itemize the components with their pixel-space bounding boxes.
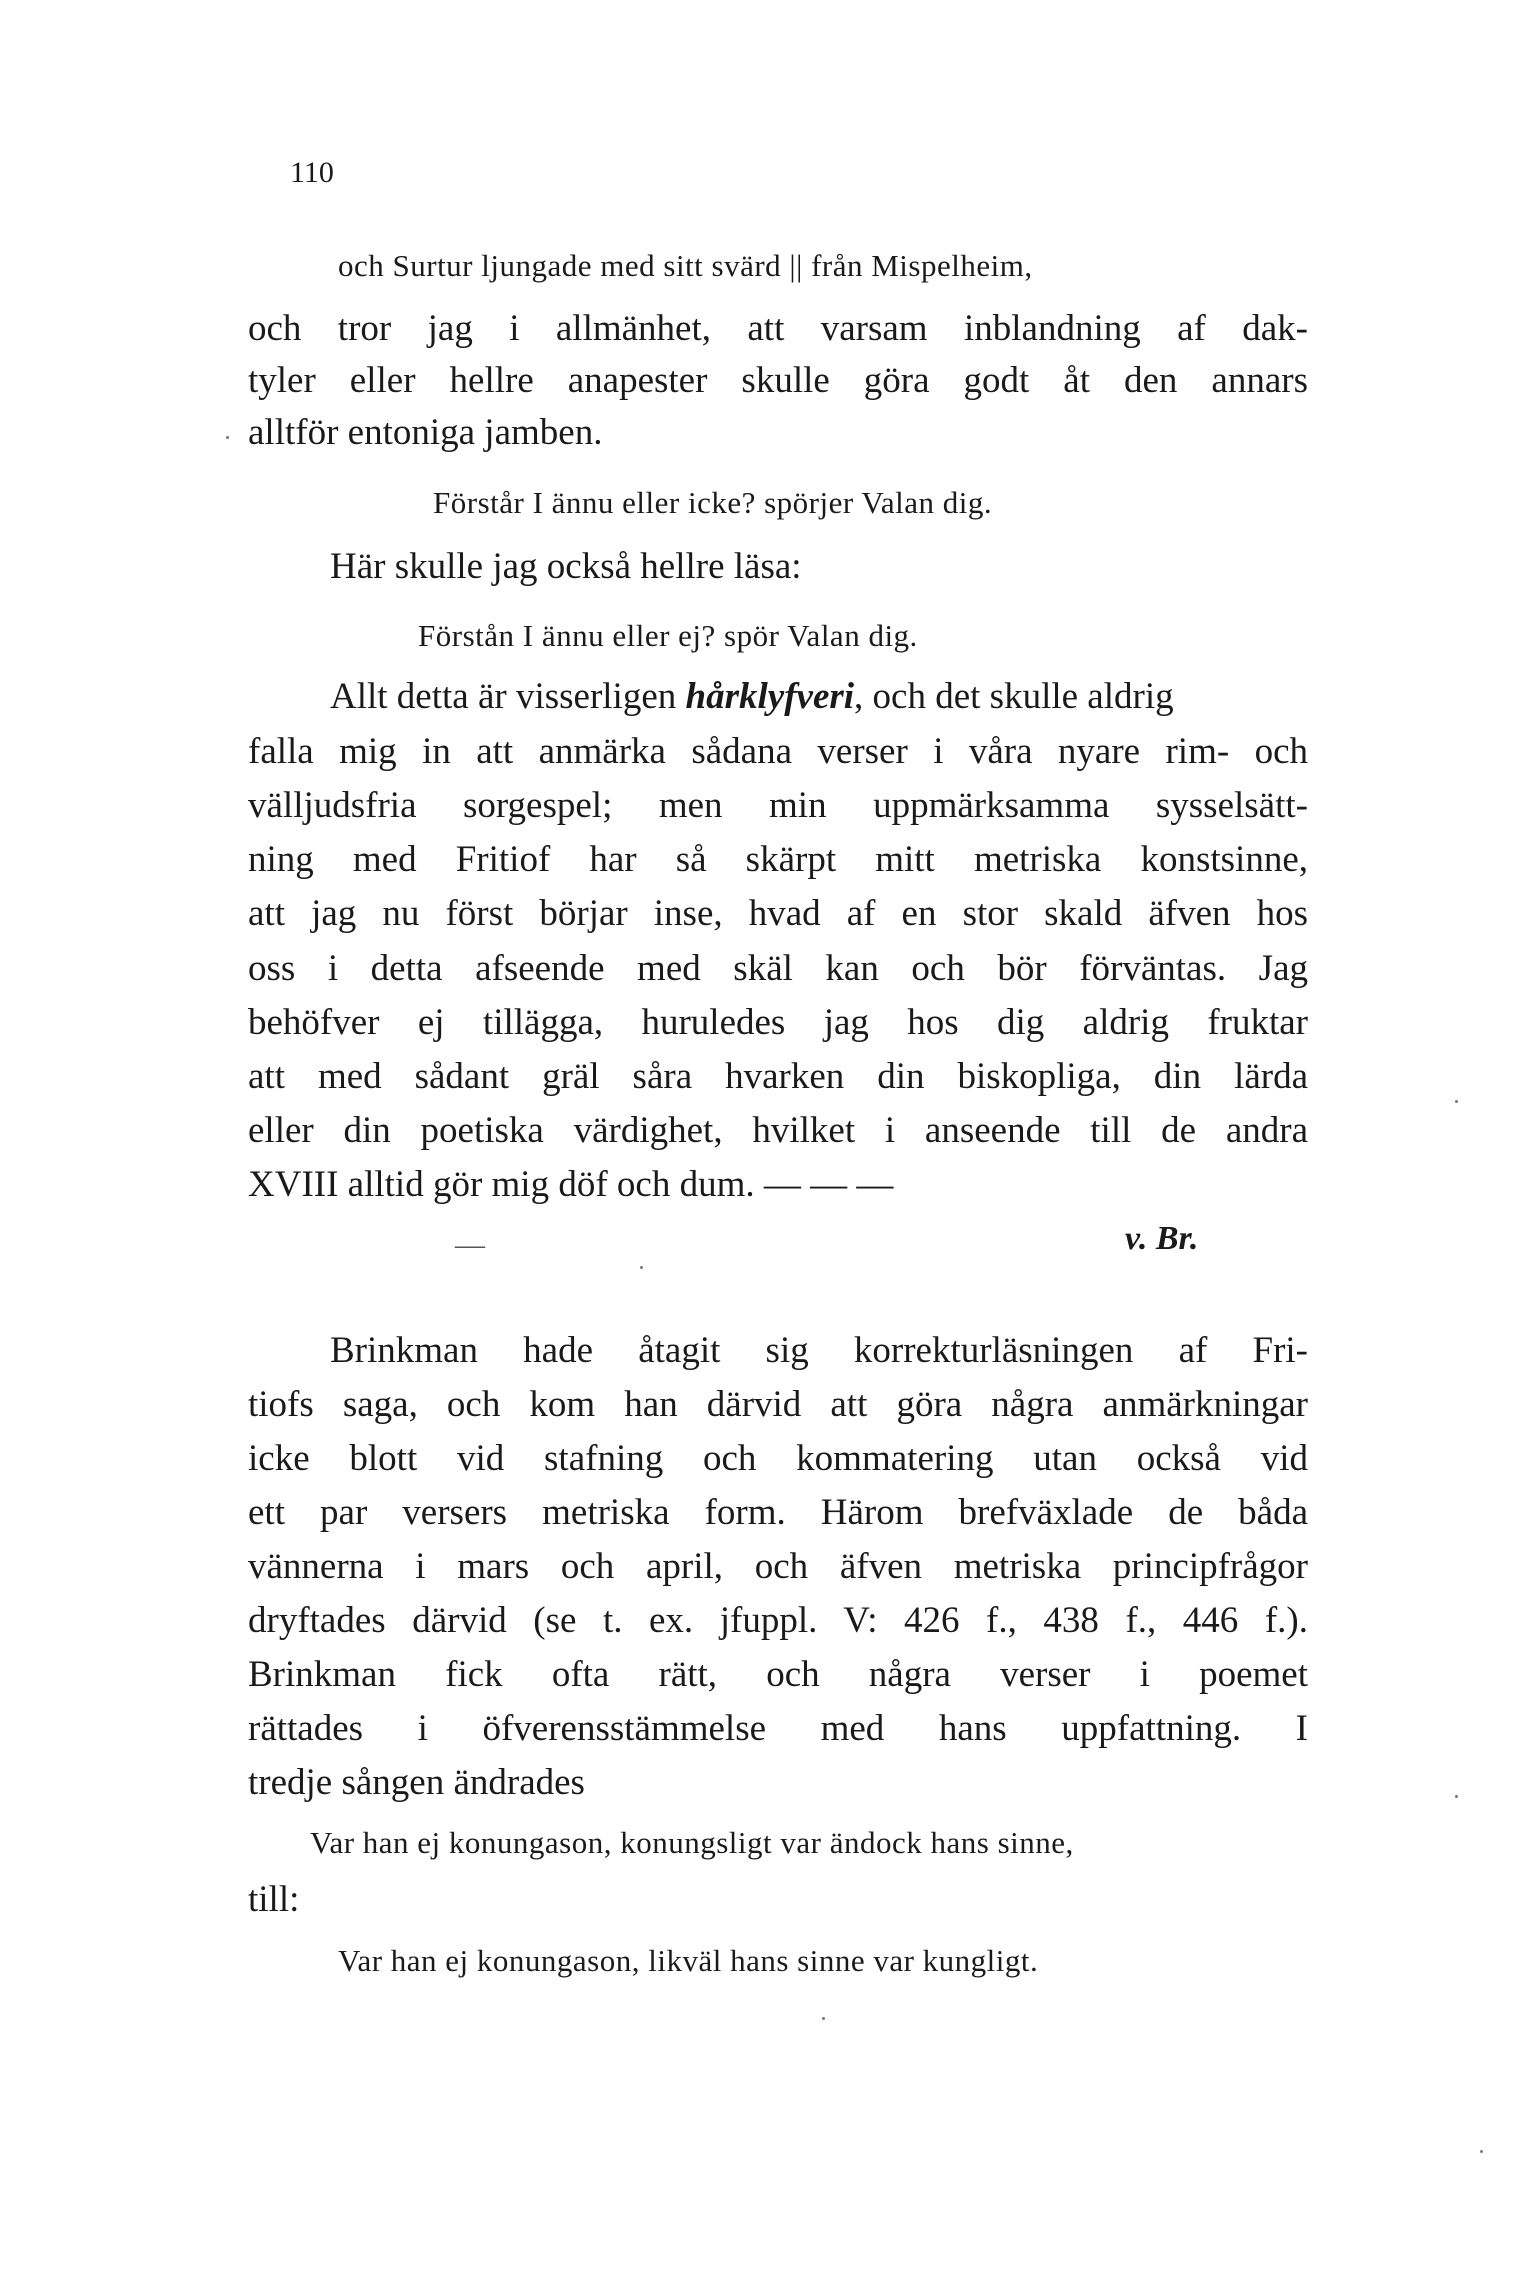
signature: v. Br. xyxy=(1125,1220,1199,1257)
paragraph-4-line-1: Brinkman hade åtagit sig korrekturläsningen af Fri- xyxy=(330,1330,1308,1371)
paragraph-3-line-5: att jag nu först börjar inse, hvad af en stor skald äfven hos xyxy=(248,893,1308,934)
verse-line-3: Förstån I ännu eller ej? spör Valan dig. xyxy=(418,618,918,653)
paragraph-3-line-6: oss i detta afseende med skäl kan och bör förväntas. Jag xyxy=(248,948,1308,989)
paragraph-3-line-4: ning med Fritiof har så skärpt mitt metriska konstsinne, xyxy=(248,839,1308,880)
paragraph-4-line-7: Brinkman fick ofta rätt, och några verser i poemet xyxy=(248,1654,1308,1695)
emphasis-word: hårklyfveri xyxy=(685,676,855,717)
verse-line-5: Var han ej konungason, likväl hans sinne var kungligt. xyxy=(338,1943,1039,1978)
paragraph-3-line-1 xyxy=(330,678,1308,715)
paragraph-3-text-b: , och det skulle aldrig xyxy=(854,676,1174,717)
paragraph-3-line-10: XVIII alltid gör mig döf och dum. — — — xyxy=(248,1164,894,1205)
paragraph-4-line-8: rättades i öfverensstämmelse med hans uppfattning. I xyxy=(248,1708,1308,1749)
paragraph-3-line-2: falla mig in att anmärka sådana verser i våra nyare rim- och xyxy=(248,731,1308,772)
scan-speck xyxy=(1455,1795,1458,1798)
paragraph-4-line-9: tredje sången ändrades xyxy=(248,1762,585,1803)
paragraph-1-line-3: alltför entoniga jamben. xyxy=(248,412,603,453)
verse-line-1: och Surtur ljungade med sitt svärd || från Mispelheim, xyxy=(338,248,1033,283)
paragraph-3-line-8: att med sådant gräl såra hvarken din biskopliga, din lärda xyxy=(248,1056,1308,1097)
scan-speck xyxy=(1480,2150,1483,2153)
paragraph-3-text-a: Allt detta är visserligen xyxy=(330,676,686,717)
paragraph-3-line-7: behöfver ej tillägga, huruledes jag hos dig aldrig fruktar xyxy=(248,1002,1308,1043)
paragraph-4-line-6: dryftades därvid (se t. ex. jfuppl. V: 426 f., 438 f., 446 f.). xyxy=(248,1600,1308,1641)
paragraph-3-line-9: eller din poetiska värdighet, hvilket i anseende till de andra xyxy=(248,1110,1308,1151)
verse-line-4: Var han ej konungason, konungsligt var ändock hans sinne, xyxy=(310,1825,1074,1860)
scan-speck xyxy=(822,2017,825,2020)
paragraph-1-line-1: och tror jag i allmänhet, att varsam inblandning af dak- xyxy=(248,308,1308,349)
paragraph-2: Här skulle jag också hellre läsa: xyxy=(330,546,802,587)
scan-speck xyxy=(640,1266,643,1269)
page-number: 110 xyxy=(290,156,334,189)
paragraph-4-line-5: vännerna i mars och april, och äfven metriska principfrågor xyxy=(248,1546,1308,1587)
paragraph-1-line-2: tyler eller hellre anapester skulle göra godt åt den annars xyxy=(248,360,1308,401)
paragraph-4-line-2: tiofs saga, och kom han därvid att göra några anmärkningar xyxy=(248,1384,1308,1425)
scan-speck xyxy=(226,436,229,439)
scan-speck xyxy=(1455,1100,1458,1103)
paragraph-4-line-3: icke blott vid stafning och kommatering utan också vid xyxy=(248,1438,1308,1479)
paragraph-3-line-3: välljudsfria sorgespel; men min uppmärksamma sysselsätt- xyxy=(248,785,1308,826)
stray-mark: — xyxy=(455,1228,485,1261)
paragraph-5: till: xyxy=(248,1879,300,1920)
verse-line-2: Förstår I ännu eller icke? spörjer Valan dig. xyxy=(433,485,993,520)
paragraph-4-line-4: ett par versers metriska form. Härom brefväxlade de båda xyxy=(248,1492,1308,1533)
